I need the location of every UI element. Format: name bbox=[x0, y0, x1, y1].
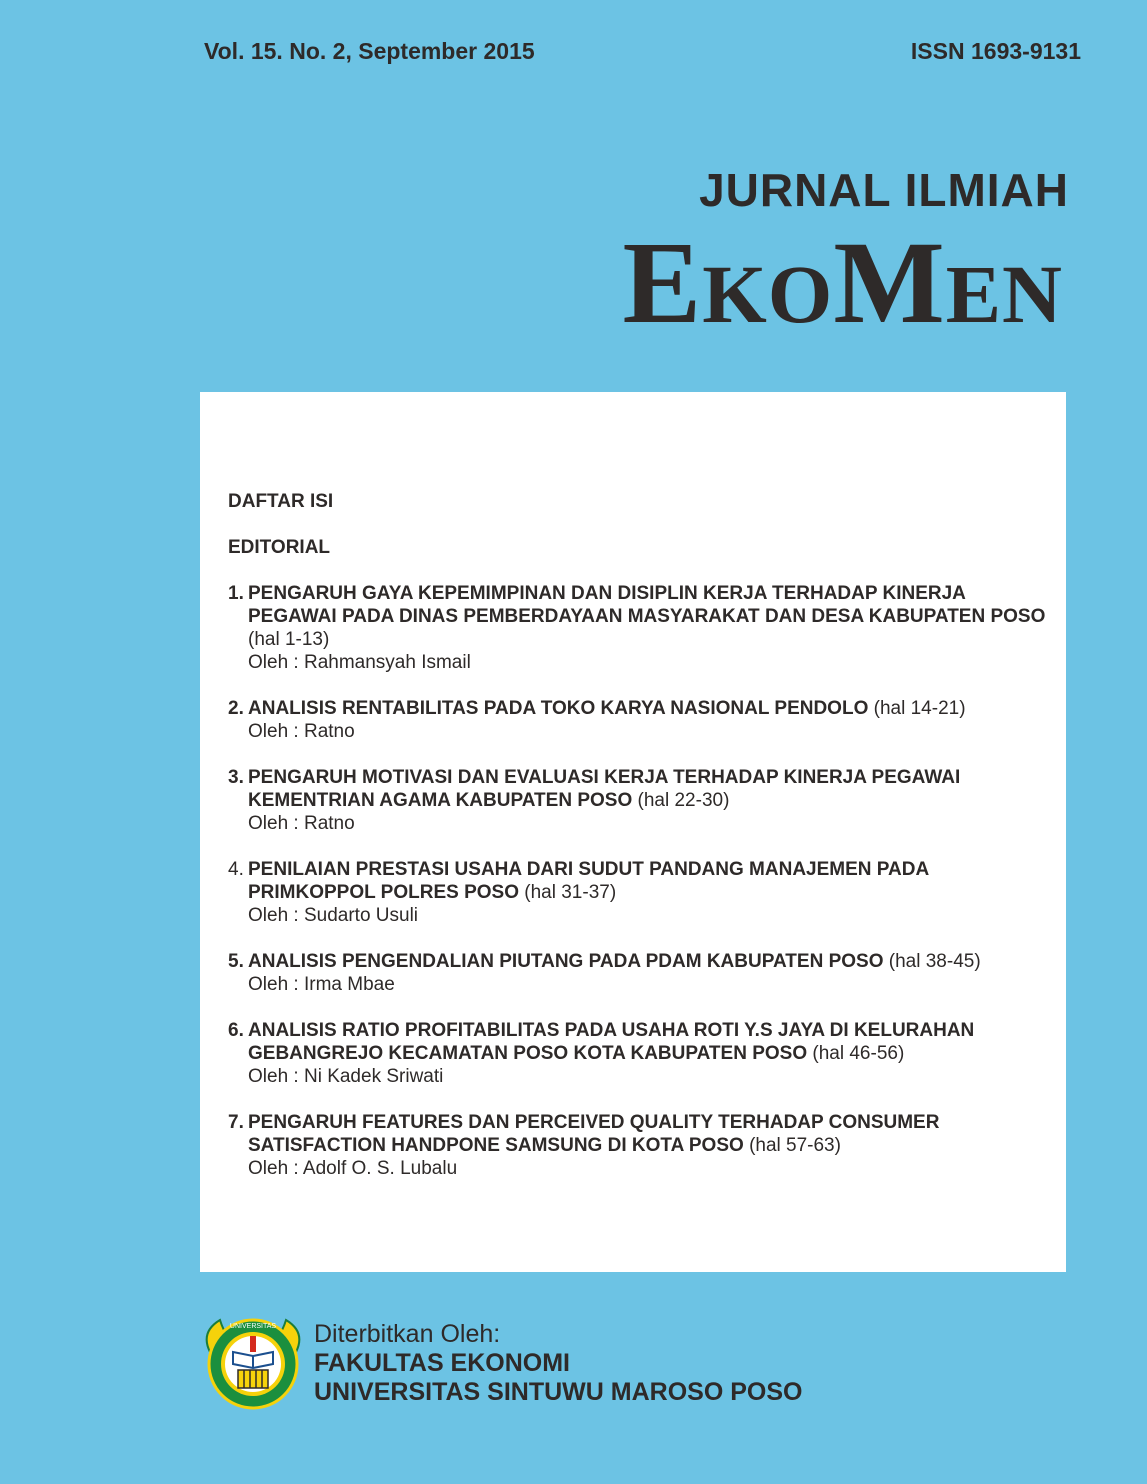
toc-entry bbox=[228, 582, 1058, 674]
volume-info: Vol. 15. No. 2, September 2015 bbox=[204, 38, 535, 64]
journal-label: JURNAL ILMIAH bbox=[699, 164, 1069, 216]
toc-entry bbox=[228, 766, 1058, 835]
toc-heading: DAFTAR ISI bbox=[228, 491, 334, 512]
university-name: UNIVERSITAS SINTUWU MAROSO POSO bbox=[314, 1378, 803, 1406]
toc-entry-number: 4. bbox=[228, 859, 244, 880]
toc-entries bbox=[228, 582, 1058, 1180]
faculty-name: FAKULTAS EKONOMI bbox=[314, 1349, 571, 1377]
toc-entry-author: Oleh : Irma Mbae bbox=[248, 974, 395, 995]
toc-entry-pages: (hal 14-21) bbox=[873, 698, 966, 719]
publisher-info bbox=[314, 1320, 802, 1407]
toc-entry-number: 5. bbox=[228, 951, 244, 972]
toc-entry-body bbox=[248, 1019, 1058, 1088]
toc-entry-author: Oleh : Sudarto Usuli bbox=[248, 905, 419, 926]
toc-entry-body bbox=[248, 766, 1058, 835]
toc-entry-author: Oleh : Ratno bbox=[248, 721, 355, 742]
toc-entry-title: ANALISIS PENGENDALIAN PIUTANG PADA PDAM KABUPATEN POSO bbox=[248, 951, 884, 972]
toc-entry bbox=[228, 697, 1058, 743]
toc-entry-pages: (hal 31-37) bbox=[524, 882, 617, 903]
toc-entry-pages: (hal 22-30) bbox=[637, 790, 730, 811]
toc-entry-pages: (hal 38-45) bbox=[888, 951, 981, 972]
toc-entry bbox=[228, 858, 1058, 927]
toc-entry-title: ANALISIS RENTABILITAS PADA TOKO KARYA NASIONAL PENDOLO bbox=[248, 698, 869, 719]
toc-entry bbox=[228, 950, 1058, 996]
toc-entry-pages: (hal 46-56) bbox=[812, 1043, 905, 1064]
toc-entry-title: PENGARUH GAYA KEPEMIMPINAN DAN DISIPLIN KERJA TERHADAP KINERJA PEGAWAI PADA DINAS PEMBERDAYAAN MASYARAKAT DAN DESA KABUPATEN POSO bbox=[248, 583, 1046, 627]
toc-entry-number: 3. bbox=[228, 767, 244, 788]
toc-entry-title: PENGARUH MOTIVASI DAN EVALUASI KERJA TERHADAP KINERJA PEGAWAI KEMENTRIAN AGAMA KABUPATEN POSO bbox=[248, 767, 961, 811]
publisher-label: Diterbitkan Oleh: bbox=[314, 1320, 501, 1348]
toc-entry-author: Oleh : Ni Kadek Sriwati bbox=[248, 1066, 444, 1087]
university-logo-icon bbox=[200, 1312, 306, 1412]
table-of-contents-panel bbox=[200, 392, 1066, 1272]
toc-entry-pages: (hal 57-63) bbox=[749, 1135, 841, 1156]
toc-entry-number: 6. bbox=[228, 1020, 244, 1041]
toc-entry-pages: (hal 1-13) bbox=[248, 629, 330, 650]
toc-entry-title: ANALISIS RATIO PROFITABILITAS PADA USAHA ROTI Y.S JAYA DI KELURAHAN GEBANGREJO KECAMATAN POSO KOTA KABUPATEN POSO bbox=[248, 1020, 975, 1064]
toc-entry-body bbox=[248, 697, 1058, 743]
toc-entry-author: Oleh : Ratno bbox=[248, 813, 355, 834]
toc-entry-body bbox=[248, 950, 1058, 996]
toc-entry-body bbox=[248, 858, 1058, 927]
toc-entry-number: 7. bbox=[228, 1112, 244, 1133]
editorial-heading: EDITORIAL bbox=[228, 537, 331, 558]
toc-entry-author: Oleh : Adolf O. S. Lubalu bbox=[248, 1158, 458, 1179]
toc-entry-author: Oleh : Rahmansyah Ismail bbox=[248, 652, 471, 673]
toc-entry bbox=[228, 1019, 1058, 1088]
journal-title: EkoMen bbox=[622, 217, 1063, 348]
toc-entry-number: 1. bbox=[228, 583, 244, 604]
toc-entry-number: 2. bbox=[228, 698, 244, 719]
logo-text: UNIVERSITAS bbox=[229, 1323, 277, 1330]
toc-entry-title: PENGARUH FEATURES DAN PERCEIVED QUALITY TERHADAP CONSUMER SATISFACTION HANDPONE SAMSUNG DI KOTA POSO bbox=[248, 1112, 940, 1156]
toc-entry bbox=[228, 1111, 1058, 1180]
issn: ISSN 1693-9131 bbox=[910, 38, 1081, 64]
toc-entry-body bbox=[248, 1111, 1058, 1180]
toc-entry-title: PENILAIAN PRESTASI USAHA DARI SUDUT PANDANG MANAJEMEN PADA PRIMKOPPOL POLRES POSO bbox=[248, 859, 929, 903]
table-of-contents bbox=[228, 490, 1058, 1180]
toc-entry-body bbox=[248, 582, 1058, 674]
